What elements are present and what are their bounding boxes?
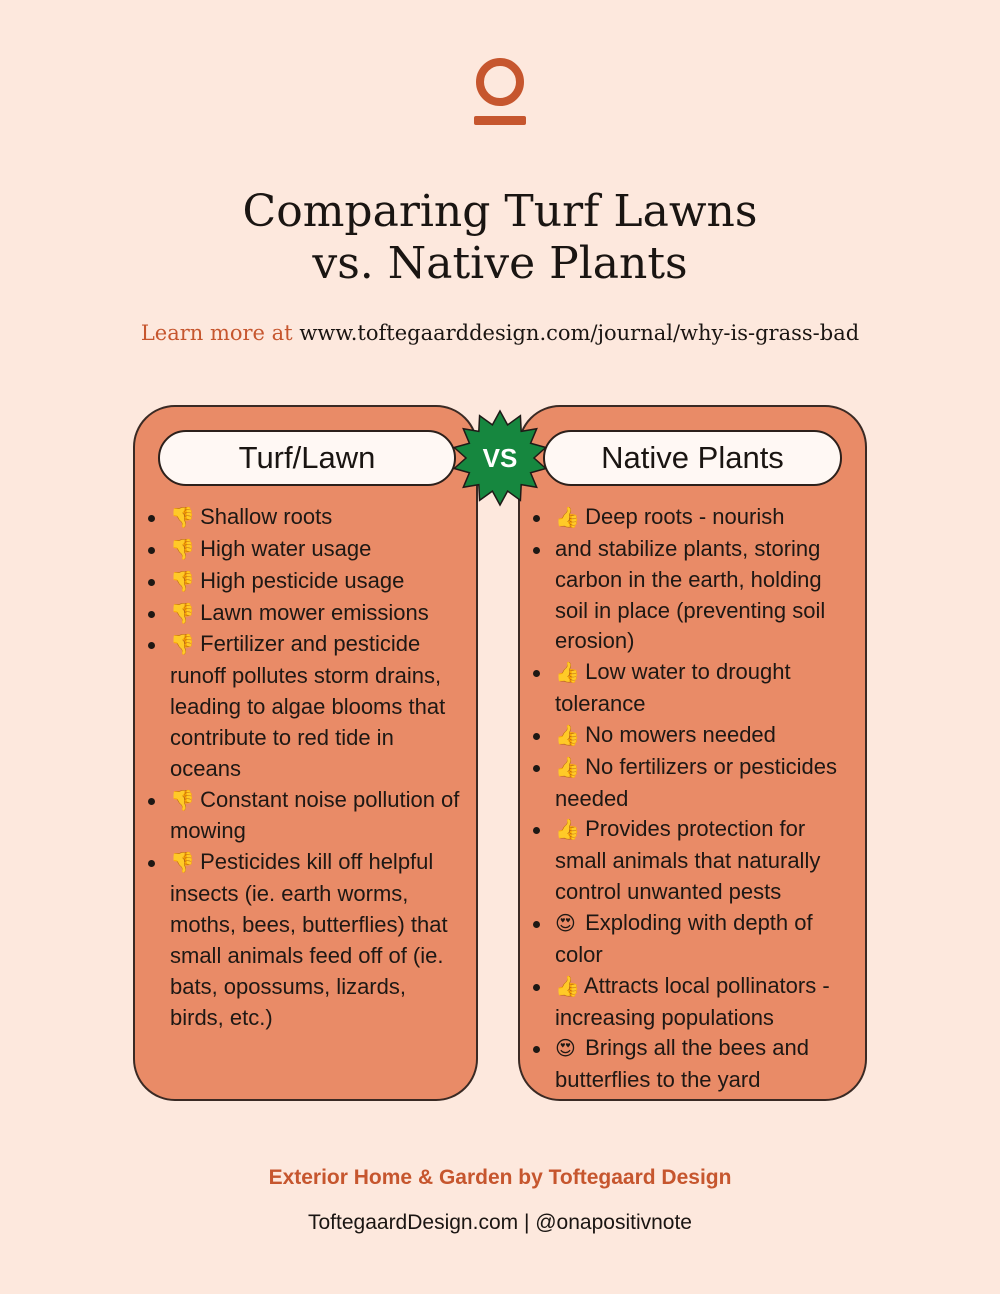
vs-badge-icon [452, 408, 548, 508]
page-title [0, 186, 1000, 290]
list-item-text: Lawn mower emissions [200, 599, 429, 625]
list-item-text: Shallow roots [200, 504, 333, 529]
brand-logo-icon [474, 58, 526, 128]
list-item-text: Pesticides kill off helpful insects (ie. earth worms, moths, bees, butterflies) that small animals feed off of (ie. bats, opossums, lizards, birds, etc.) [170, 849, 448, 1030]
list-item [170, 598, 465, 630]
list-item [170, 566, 465, 598]
list-item [555, 971, 855, 1034]
list-item-text: Brings all the bees and butterflies to the yard [555, 1035, 809, 1093]
vs-label: VS [482, 443, 518, 473]
learn-more-label: Learn more at [140, 321, 293, 345]
thumbs-down-icon: 👎 [170, 789, 195, 812]
list-item-text: Deep roots - nourish [585, 504, 785, 529]
list-item-text: Fertilizer and pesticide runoff pollutes storm drains, leading to algae blooms that contribute to red tide in oceans [170, 631, 446, 781]
turf-lawn-list [170, 502, 465, 1033]
list-item-text: Exploding with depth of color [555, 909, 813, 967]
thumbs-up-icon: 👍 [555, 975, 580, 998]
list-item-text: Attracts local pollinators - increasing populations [555, 972, 830, 1030]
thumbs-up-icon: 👍 [555, 724, 580, 747]
list-item [170, 785, 465, 848]
thumbs-down-icon: 👎 [170, 634, 195, 657]
thumbs-down-icon: 👎 [170, 538, 195, 561]
native-plants-list [555, 502, 855, 1096]
list-item [555, 502, 855, 534]
list-item-text: No fertilizers or pesticides needed [555, 753, 837, 811]
heart-eyes-icon: 😍 [555, 912, 576, 935]
list-item [170, 502, 465, 534]
learn-more-line [0, 318, 1000, 348]
thumbs-down-icon: 👎 [170, 507, 195, 529]
thumbs-down-icon: 👎 [170, 602, 195, 625]
native-plants-heading: Native Plants [543, 430, 842, 486]
title-line-2: vs. Native Plants [312, 238, 688, 289]
list-item [555, 752, 855, 815]
thumbs-down-icon: 👎 [170, 570, 195, 593]
list-item-text: High pesticide usage [200, 567, 405, 593]
list-item [555, 534, 855, 657]
thumbs-up-icon: 👍 [555, 507, 580, 529]
list-item [170, 534, 465, 566]
list-item-text: Constant noise pollution of mowing [170, 786, 460, 844]
list-item-text: and stabilize plants, storing carbon in the earth, holding soil in place (preventing soil erosion) [555, 535, 826, 654]
list-item [555, 908, 855, 971]
list-item [555, 657, 855, 720]
footer-brand: Exterior Home & Garden by Toftegaard Design [268, 1166, 732, 1189]
footer-links: ToftegaardDesign.com | @onapositivnote [308, 1211, 692, 1234]
thumbs-down-icon: 👎 [170, 852, 195, 875]
list-item-text: Low water to drought tolerance [555, 659, 791, 717]
title-line-1: Comparing Turf Lawns [242, 186, 758, 237]
list-item [170, 629, 465, 784]
thumbs-up-icon: 👍 [555, 819, 580, 842]
list-item [555, 814, 855, 908]
list-item-text: No mowers needed [585, 721, 776, 747]
list-item-text: High water usage [200, 535, 372, 561]
thumbs-up-icon: 👍 [555, 756, 580, 779]
learn-more-url[interactable]: www.toftegaarddesign.com/journal/why-is-grass-bad [299, 321, 860, 345]
list-item [555, 720, 855, 752]
list-item-text: Provides protection for small animals that naturally control unwanted pests [555, 816, 821, 905]
list-item [555, 1033, 855, 1096]
thumbs-up-icon: 👍 [555, 662, 580, 685]
heart-eyes-icon: 😍 [555, 1038, 576, 1061]
list-item [170, 847, 465, 1033]
turf-lawn-heading: Turf/Lawn [158, 430, 456, 486]
